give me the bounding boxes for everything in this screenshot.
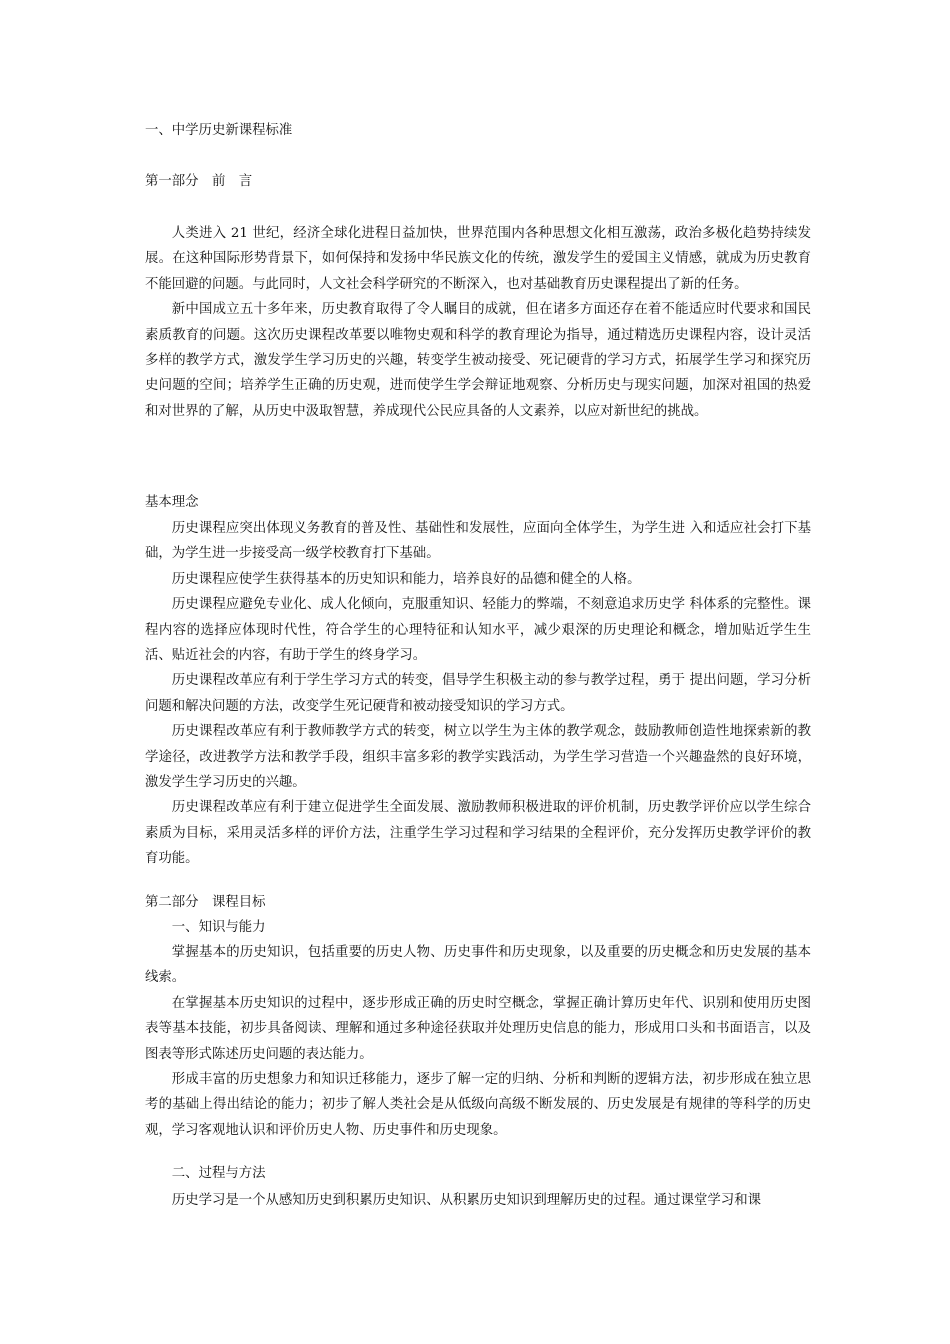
concepts-paragraph: 历史课程应使学生获得基本的历史知识和能力，培养良好的品德和健全的人格。 bbox=[171, 571, 641, 587]
part-one-word-1: 前 bbox=[211, 174, 226, 189]
section-two-heading: 二、过程与方法 bbox=[171, 1166, 266, 1181]
concepts-paragraph: 历史课程改革应有利于建立促进学生全面发展、激励教师积极进取的评价机制，历史教学评价应以学生综合素质为目标，采用灵活多样的评价方法，注重学生学习过程和学习结果的全程评价，充分发挥历史教学评价的教育功能。 bbox=[145, 800, 811, 867]
section-two-body bbox=[145, 1188, 811, 1213]
section-one-heading: 一、知识与能力 bbox=[171, 920, 266, 935]
preface-paragraph: 新中国成立五十多年来，历史教育取得了令人瞩目的成就，但在诸多方面还存在着不能适应时代要求和国民素质教育的问题。这次历史课程改革要以唯物史观和科学的教育理论为指导，通过精选历史课程内容，设计灵活多样的教学方式，激发学生学习历史的兴趣，转变学生被动接受、死记硬背的学习方式，拓展学生学习和探究历史问题的空间；培养学生正确的历史观，进而使学生学会辩证地观察、分析历史与现实问题，加深对祖国的热爱和对世界的了解，从历史中汲取智慧，养成现代公民应具备的人文素养，以应对新世纪的挑战。 bbox=[145, 302, 811, 419]
section-two-paragraph: 历史学习是一个从感知历史到积累历史知识、从积累历史知识到理解历史的过程。通过课堂学习和课 bbox=[171, 1193, 761, 1208]
part-two-heading bbox=[145, 893, 811, 913]
concepts-paragraph: 历史课程应突出体现义务教育的普及性、基础性和发展性，应面向全体学生，为学生进 入和适应社会打下基础，为学生进一步接受高一级学校教育打下基础。 bbox=[145, 521, 811, 562]
section-one-paragraph: 在掌握基本历史知识的过程中，逐步形成正确的历史时空概念，掌握正确计算历史年代、识别和使用历史图表等基本技能，初步具备阅读、理解和通过多种途径获取并处理历史信息的能力，形成用口头和书面语言，以及图表等形式陈述历史问题的表达能力。 bbox=[145, 995, 811, 1062]
concepts-section bbox=[145, 516, 811, 872]
document-title: 一、中学历史新课程标准 bbox=[145, 123, 293, 138]
preface-paragraph: 人类进入 21 世纪，经济全球化进程日益加快，世界范围内各种思想文化相互激荡，政治多极化趋势持续发展。在这种国际形势背景下，如何保持和发扬中华民族文化的传统，激发学生的爱国主义情感，就成为历史教育不能回避的问题。与此同时，人文社会科学研究的不断深入，也对基础教育历史课程提出了新的任务。 bbox=[145, 226, 811, 292]
part-two-title: 课程目标 bbox=[211, 895, 266, 910]
part-one-heading bbox=[145, 172, 811, 192]
concepts-heading: 基本理念 bbox=[145, 495, 199, 510]
section-one-body bbox=[145, 940, 811, 1143]
concepts-paragraph: 历史课程改革应有利于学生学习方式的转变，倡导学生积极主动的参与教学过程，勇于 提出问题，学习分析问题和解决问题的方法，改变学生死记硬背和被动接受知识的学习方式。 bbox=[145, 673, 811, 714]
part-one-label: 第一部分 bbox=[145, 174, 199, 189]
concepts-paragraph: 历史课程改革应有利于教师教学方式的转变，树立以学生为主体的教学观念，鼓励教师创造性地探索新的教学途径，改进教学方法和教学手段，组织丰富多彩的教学实践活动，为学生学习营造一个兴趣盎然的良好环境，激发学生学习历史的兴趣。 bbox=[145, 724, 811, 791]
preface-section bbox=[145, 221, 811, 424]
section-one-paragraph: 形成丰富的历史想象力和知识迁移能力，逐步了解一定的归纳、分析和判断的逻辑方法，初步形成在独立思考的基础上得出结论的能力；初步了解人类社会是从低级向高级不断发展的、历史发展是有规律的等科学的历史观，学习客观地认识和评价历史人物、历史事件和历史现象。 bbox=[145, 1072, 811, 1138]
concepts-paragraph: 历史课程应避免专业化、成人化倾向，克服重知识、轻能力的弊端，不刻意追求历史学 科体系的完整性。课程内容的选择应体现时代性，符合学生的心理特征和认知水平，减少艰深的历史理论和概念，增加贴近学生生活、贴近社会的内容，有助于学生的终身学习。 bbox=[145, 597, 811, 664]
part-two-label: 第二部分 bbox=[145, 895, 199, 910]
part-one-word-2: 言 bbox=[238, 174, 253, 189]
section-one-paragraph: 掌握基本的历史知识，包括重要的历史人物、历史事件和历史现象，以及重要的历史概念和历史发展的基本线索。 bbox=[145, 945, 811, 986]
